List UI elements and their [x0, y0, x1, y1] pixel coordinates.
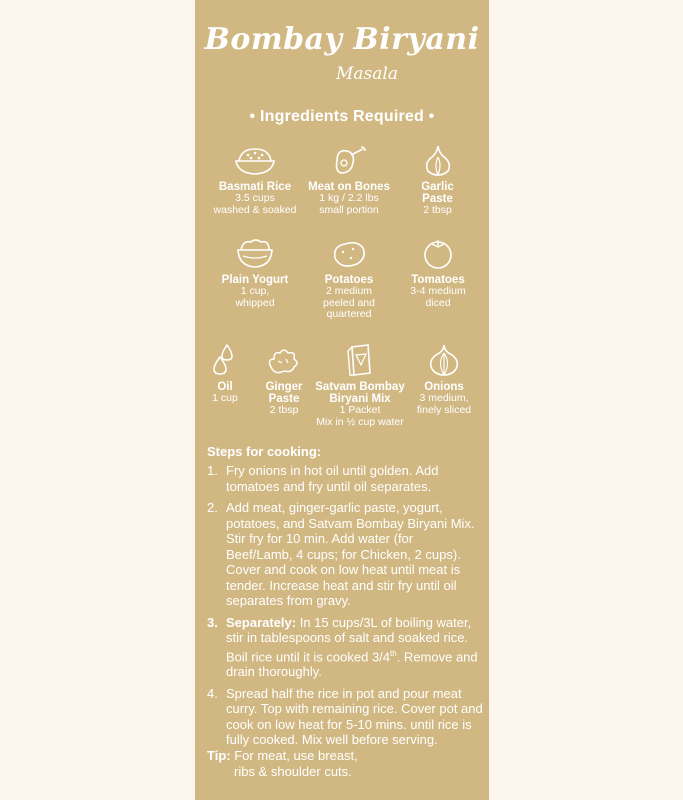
ingredient-qty: 1 cup, — [240, 285, 270, 297]
step-item — [207, 686, 483, 748]
ingredient-name: Onions — [424, 381, 464, 393]
ingredient-note: small portion — [319, 203, 379, 216]
meat-icon — [327, 143, 371, 177]
spice-packet-icon — [340, 343, 380, 377]
ingredient-tomatoes — [397, 236, 479, 309]
steps-list — [207, 463, 483, 754]
onion-icon — [424, 343, 464, 377]
ingredient-yogurt — [210, 236, 300, 309]
step-superscript: th — [390, 648, 397, 658]
step-lead: Separately: — [226, 614, 297, 630]
ingredient-name: Satvam Bombay Biryani Mix — [315, 381, 405, 405]
step-item — [207, 500, 483, 609]
rice-bowl-icon — [233, 143, 277, 177]
ingredient-note: peeled and quartered — [323, 296, 375, 320]
ingredient-ginger — [255, 343, 313, 417]
step-number: 2. — [207, 500, 218, 515]
ingredient-note: diced — [425, 296, 451, 309]
ginger-icon — [264, 343, 304, 377]
ingredient-meat — [303, 143, 395, 216]
ingredient-qty: 1 cup — [212, 392, 238, 404]
ingredient-potatoes — [307, 236, 391, 321]
ingredient-qty: 2 medium — [325, 285, 373, 297]
step-text: Add meat, ginger-garlic paste, yogurt, potatoes, and Satvam Bombay Biryani Mix. Stir fry for 10 min. Add water (for Beef/Lamb, 4 cups; for Chicken, 2 cups). Cover and cook on low heat until meat is tender. Increase heat and stir fry until oil separates from gravy. — [226, 500, 475, 608]
ingredient-name: Potatoes — [324, 274, 374, 286]
step-body: In 15 cups/3L of boiling water, stir in tablespoons of salt and soaked rice. Boil rice until it is cooked 3/4 — [226, 614, 472, 664]
ingredient-biryani-mix — [311, 343, 409, 428]
ingredient-qty: 1 Packet — [339, 404, 381, 416]
ingredient-name: Garlic Paste — [421, 181, 454, 205]
ingredient-note: finely sliced — [416, 403, 472, 416]
potato-icon — [327, 236, 371, 270]
ingredient-name: Plain Yogurt — [221, 274, 289, 286]
ingredient-note: Mix in ½ cup water — [316, 415, 404, 428]
ingredient-note: whipped — [235, 296, 275, 309]
ingredient-qty: 2 tbsp — [423, 204, 452, 216]
ingredient-qty: 3 medium, — [419, 392, 469, 404]
ingredient-name: Basmati Rice — [218, 181, 292, 193]
ingredient-note: washed & soaked — [213, 203, 297, 216]
ingredient-qty: 3-4 medium — [410, 285, 466, 297]
step-number: 3. — [207, 614, 218, 630]
steps-heading: Steps for cooking: — [207, 444, 322, 459]
tip — [207, 748, 483, 780]
ingredient-name: Oil — [217, 381, 233, 393]
ingredient-name: Meat on Bones — [308, 181, 390, 193]
tip-line-1: For meat, use breast, — [230, 748, 358, 763]
ingredient-name: Ginger Paste — [265, 381, 303, 405]
recipe-title: Bombay Biryani — [204, 22, 480, 57]
ingredients-heading: • Ingredients Required • — [249, 108, 435, 125]
step-text: Spread half the rice in pot and pour meat curry. Top with remaining rice. Cover pot and cook on low heat for 5-10 mins. until rice is fully cooked. Mix well before serving. — [226, 685, 483, 748]
ingredient-onions — [407, 343, 481, 416]
step-text — [226, 615, 483, 680]
oil-drops-icon — [210, 343, 240, 377]
step-number: 4. — [207, 685, 218, 701]
tip-label: Tip: — [207, 748, 231, 763]
yogurt-icon — [233, 236, 277, 270]
step-number: 1. — [207, 463, 218, 478]
step-text: Fry onions in hot oil until golden. Add tomatoes and fry until oil separates. — [226, 463, 439, 494]
ingredient-qty: 3.5 cups — [235, 192, 275, 204]
ingredient-oil — [200, 343, 250, 405]
ingredient-qty: 1 kg / 2.2 lbs — [319, 192, 379, 204]
ingredient-basmati-rice — [210, 143, 300, 216]
garlic-icon — [418, 143, 458, 177]
tip-line-2: ribs & shoulder cuts. — [234, 764, 352, 779]
step-tail: . Remove and drain thoroughly. — [226, 648, 478, 680]
ingredient-name: Tomatoes — [411, 274, 465, 286]
step-item — [207, 615, 483, 680]
ingredient-qty: 2 tbsp — [269, 404, 299, 416]
tomato-icon — [418, 236, 458, 270]
recipe-subtitle: Masala — [336, 64, 398, 84]
ingredient-garlic — [405, 143, 470, 217]
recipe-card — [195, 0, 489, 800]
step-item — [207, 463, 483, 494]
